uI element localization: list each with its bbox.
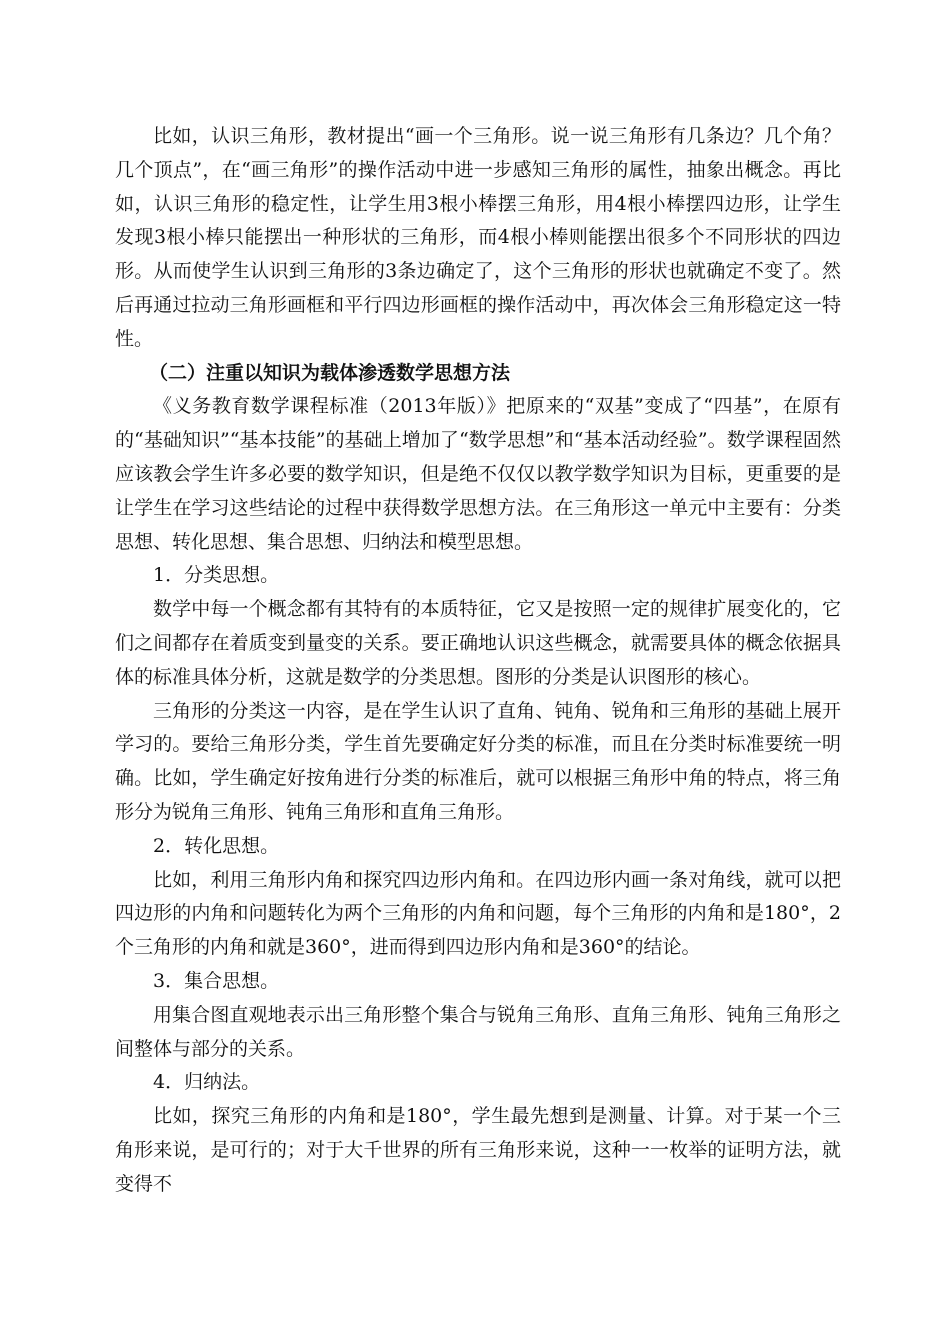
list-heading-induction: 4．归纳法。 [153, 1071, 261, 1094]
list-heading-classification: 1．分类思想。 [153, 564, 280, 587]
document-body [115, 120, 841, 1202]
paragraph-set-example: 用集合图直观地表示出三角形整个集合与锐角三角形、直角三角形、钝角三角形之间整体与部分的关系。 [115, 1003, 841, 1060]
paragraph-classification-example: 三角形的分类这一内容，是在学生认识了直角、钝角、锐角和三角形的基础上展开学习的。要给三角形分类，学生首先要确定好分类的标准，而且在分类时标准要统一明确。比如，学生确定好按角进行分类的标准后，就可以根据三角形中角的特点，将三角形分为锐角三角形、钝角三角形和直角三角形。 [115, 699, 841, 823]
list-heading-transformation: 2．转化思想。 [153, 834, 280, 857]
paragraph-triangle-recognition: 比如，认识三角形，教材提出“画一个三角形。说一说三角形有几条边？几个角？几个顶点”，在“画三角形”的操作活动中进一步感知三角形的属性，抽象出概念。再比如，认识三角形的稳定性，让学生用3根小棒摆三角形，用4根小棒摆四边形，让学生发现3根小棒只能摆出一种形状的三角形，而4根小棒则能摆出很多个不同形状的四边形。从而使学生认识到三角形的3条边确定了，这个三角形的形状也就确定不变了。然后再通过拉动三角形画框和平行四边形画框的操作活动中，再次体会三角形稳定这一特性。 [115, 125, 841, 350]
paragraph-induction-example: 比如，探究三角形的内角和是180°，学生最先想到是测量、计算。对于某一个三角形来说，是可行的；对于大千世界的所有三角形来说，这种一一枚举的证明方法，就变得不 [115, 1105, 841, 1195]
paragraph-transformation-example: 比如，利用三角形内角和探究四边形内角和。在四边形内画一条对角线，就可以把四边形的内角和问题转化为两个三角形的内角和问题，每个三角形的内角和是180°，2个三角形的内角和就是360°，进而得到四边形内角和是360°的结论。 [115, 868, 841, 959]
paragraph-classification-concept: 数学中每一个概念都有其特有的本质特征，它又是按照一定的规律扩展变化的，它们之间都存在着质变到量变的关系。要正确地认识这些概念，就需要具体的概念依据具体的标准具体分析，这就是数学的分类思想。图形的分类是认识图形的核心。 [115, 598, 841, 688]
section-heading: （二）注重以知识为载体渗透数学思想方法 [149, 361, 511, 384]
paragraph-curriculum-standard: 《义务教育数学课程标准（2013年版）》把原来的“双基”变成了“四基”，在原有的“基础知识”“基本技能”的基础上增加了“数学思想”和“基本活动经验”。数学课程固然应该教会学生许多必要的数学知识，但是绝不仅仅以教学数学知识为目标，更重要的是让学生在学习这些结论的过程中获得数学思想方法。在三角形这一单元中主要有：分类思想、转化思想、集合思想、归纳法和模型思想。 [115, 395, 841, 553]
list-heading-set: 3．集合思想。 [153, 969, 280, 992]
